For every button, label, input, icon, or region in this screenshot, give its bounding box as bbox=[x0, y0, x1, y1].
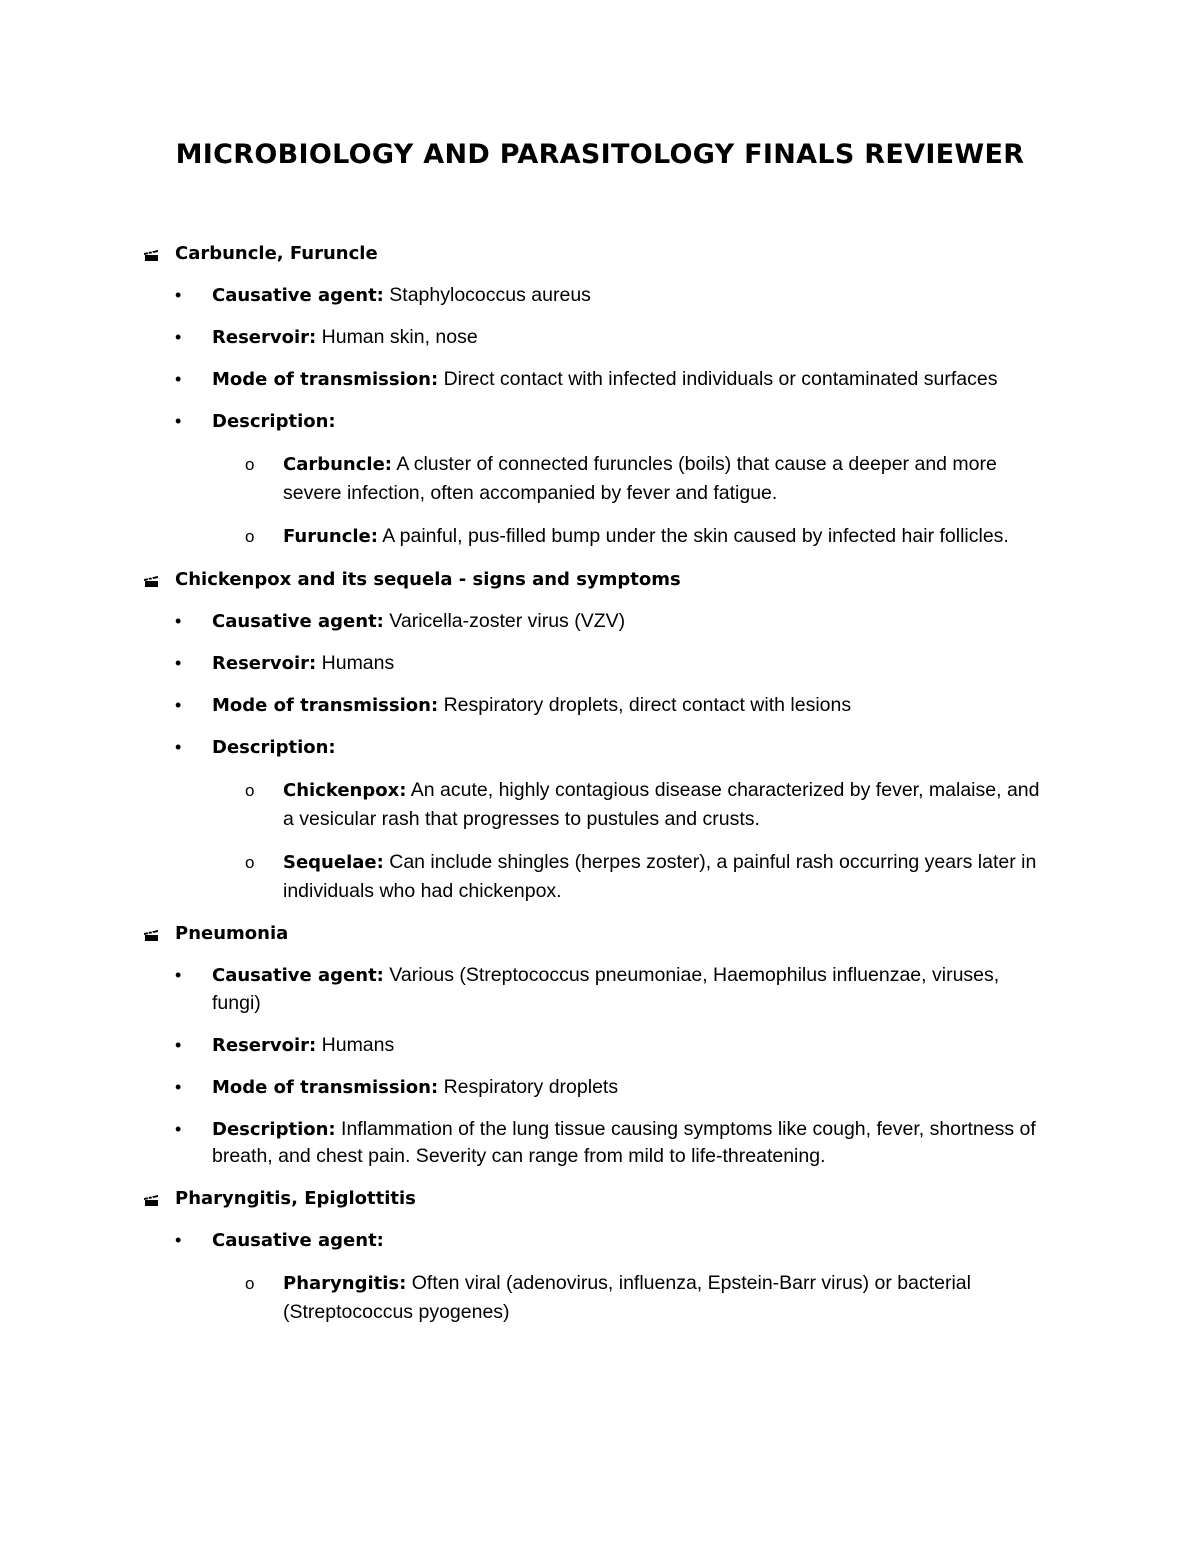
clapperboard-icon bbox=[143, 572, 159, 588]
sub-list-item: o Chickenpox: An acute, highly contagious disease characterized by fever, malaise, and a vesicular rash that progresses to pustules and crusts. bbox=[245, 779, 1040, 830]
sub-list-item: o Carbuncle: A cluster of connected furuncles (boils) that cause a deeper and more severe infection, often accompanied by fever and fatigue. bbox=[245, 453, 997, 504]
list-item: • Reservoir: Human skin, nose bbox=[175, 326, 478, 348]
sub-list-item: o Sequelae: Can include shingles (herpes zoster), a painful rash occurring years later in individuals who had chickenpox. bbox=[245, 851, 1037, 902]
section-heading-text: Pneumonia bbox=[175, 923, 289, 944]
document-body bbox=[0, 240, 1200, 1341]
clapperboard-icon bbox=[143, 1191, 159, 1207]
list-item: • Description: bbox=[175, 737, 336, 758]
clapperboard-icon bbox=[143, 246, 159, 262]
section-heading bbox=[0, 240, 1200, 268]
section-heading bbox=[0, 1185, 1200, 1213]
section-carbuncle-furuncle bbox=[0, 240, 1200, 551]
list-item: • Causative agent: bbox=[175, 1230, 384, 1251]
list-item: • Causative agent: Staphylococcus aureus bbox=[175, 284, 591, 306]
section-heading-text: Carbuncle, Furuncle bbox=[175, 243, 378, 264]
section-pharyngitis-epiglottitis bbox=[0, 1185, 1200, 1326]
list-item: • Description: Inflammation of the lung tissue causing symptoms like cough, fever, shortness of breath, and chest pain. Severity can range from mild to life-threatening. bbox=[175, 1117, 1036, 1167]
section-chickenpox bbox=[0, 566, 1200, 905]
sub-list-item: o Pharyngitis: Often viral (adenovirus, influenza, Epstein-Barr virus) or bacterial (Streptococcus pyogenes) bbox=[245, 1272, 971, 1323]
list-item: • Reservoir: Humans bbox=[175, 1033, 395, 1056]
list-item: • Description: bbox=[175, 411, 336, 432]
section-heading-text: Pharyngitis, Epiglottitis bbox=[175, 1188, 416, 1209]
section-pneumonia bbox=[0, 920, 1200, 1171]
list-item: • Causative agent: Various (Streptococcus pneumoniae, Haemophilus influenzae, viruses, fungi) bbox=[175, 964, 1000, 1014]
section-heading bbox=[0, 920, 1200, 948]
sub-list-item: o Furuncle: A painful, pus-filled bump under the skin caused by infected hair follicles. bbox=[245, 525, 1009, 547]
list-item: • Reservoir: Humans bbox=[175, 652, 395, 674]
list-item: • Mode of transmission: Direct contact with infected individuals or contaminated surfaces bbox=[175, 368, 998, 390]
list-item: • Mode of transmission: Respiratory droplets bbox=[175, 1075, 619, 1098]
page-title: MICROBIOLOGY AND PARASITOLOGY FINALS REVIEWER bbox=[175, 139, 1025, 170]
list-item: • Mode of transmission: Respiratory droplets, direct contact with lesions bbox=[175, 694, 852, 716]
section-heading bbox=[0, 566, 1200, 594]
section-heading-text: Chickenpox and its sequela - signs and symptoms bbox=[175, 569, 681, 590]
list-item: • Causative agent: Varicella-zoster virus (VZV) bbox=[175, 610, 626, 632]
clapperboard-icon bbox=[143, 926, 159, 942]
